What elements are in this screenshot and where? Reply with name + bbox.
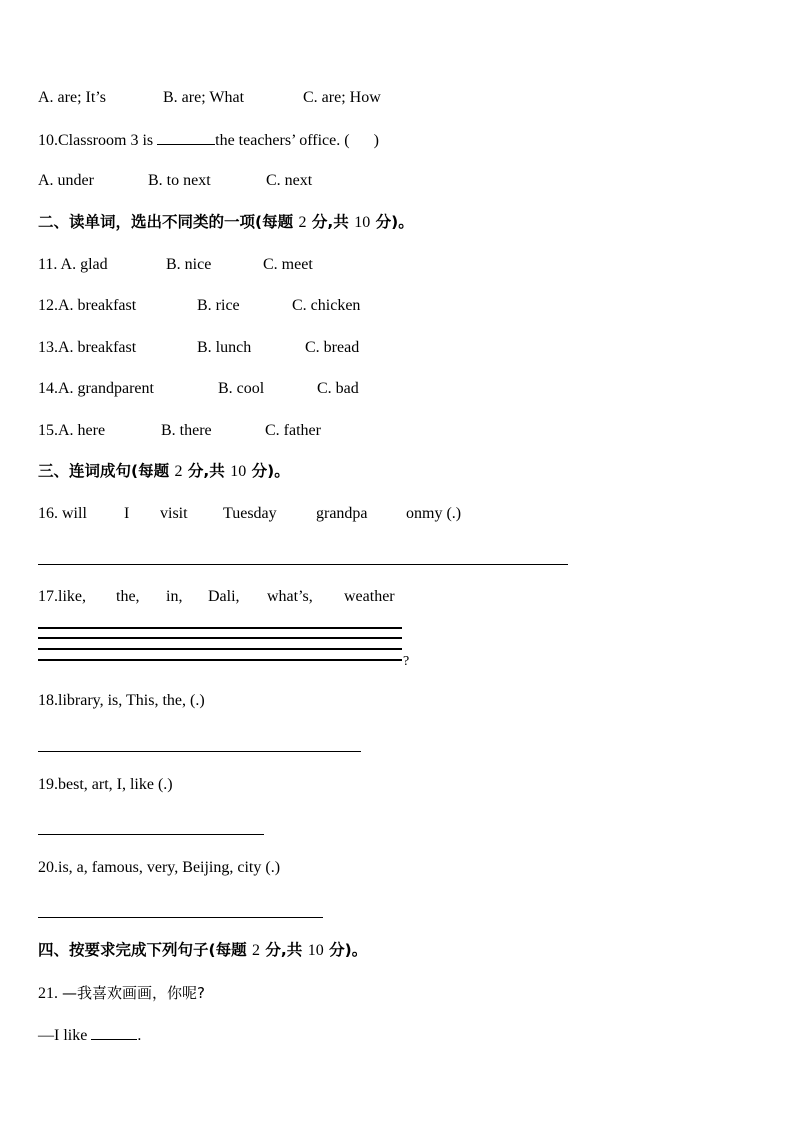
q17-answer-line-2[interactable]: [38, 637, 402, 639]
q19-words: 19.best, art, I, like (.): [38, 776, 173, 793]
q10-question: [38, 130, 379, 151]
q17-answer-line-1[interactable]: [38, 627, 402, 629]
section-4-total: 10: [307, 942, 324, 959]
q13-option-a: 13.A. breakfast: [38, 339, 137, 356]
q16-word-6: onmy (.): [406, 505, 462, 522]
section-3-total: 10: [230, 463, 247, 480]
q20-answer-line[interactable]: [38, 917, 323, 918]
q10-option-c: C. next: [266, 172, 313, 189]
q18-words: 18.library, is, This, the, (.): [38, 692, 205, 709]
q14-option-a: 14.A. grandparent: [38, 380, 154, 397]
q12-option-c: C. chicken: [292, 297, 361, 314]
section-4-points: 2: [252, 942, 260, 959]
section-2-mid2: 共: [333, 213, 349, 231]
q21-blank[interactable]: [91, 1025, 137, 1040]
section-3-points: 2: [174, 463, 183, 480]
q18-answer-line[interactable]: [38, 751, 361, 752]
section-2-total: 10: [354, 214, 371, 231]
q15-option-c: C. father: [265, 422, 321, 439]
q19-answer-line[interactable]: [38, 834, 264, 835]
q9-option-c: C. are; How: [303, 89, 381, 106]
q10-blank[interactable]: [157, 130, 215, 145]
q9-option-b: B. are; What: [163, 89, 245, 106]
q11-option-c: C. meet: [263, 256, 313, 273]
q21-answer-end: .: [137, 1027, 142, 1044]
q17-word-5: what’s,: [267, 588, 313, 605]
section-4-end: 分)。: [329, 941, 368, 959]
q21-answer-prefix: —I like: [38, 1027, 88, 1044]
q13-option-b: B. lunch: [197, 339, 252, 356]
q21-answer: [38, 1025, 141, 1046]
q17-word-4: Dali,: [208, 588, 240, 605]
q12-option-b: B. rice: [197, 297, 240, 314]
q10-prefix: 10.Classroom 3 is: [38, 132, 154, 149]
q17-question-mark: ?: [403, 654, 410, 669]
section-2-heading: [38, 212, 414, 233]
q11-option-a: 11. A. glad: [38, 256, 108, 273]
q15-option-a: 15.A. here: [38, 422, 106, 439]
q17-answer-line-3[interactable]: [38, 648, 402, 650]
q11-option-b: B. nice: [166, 256, 212, 273]
section-2-title: 二、读单词，选出不同类的一项(每题: [38, 213, 294, 231]
q17-word-3: in,: [166, 588, 183, 605]
q10-option-b: B. to next: [148, 172, 211, 189]
q16-word-1: 16. will: [38, 505, 87, 522]
section-4-title: 四、按要求完成下列句子(每题: [38, 941, 247, 959]
section-3-end: 分)。: [251, 462, 290, 480]
q14-option-c: C. bad: [317, 380, 359, 397]
q10-suffix: the teachers’ office. (: [215, 132, 350, 149]
q16-answer-line[interactable]: [38, 564, 568, 565]
q12-option-a: 12.A. breakfast: [38, 297, 137, 314]
section-2-end: 分)。: [375, 213, 414, 231]
q17-word-2: the,: [116, 588, 140, 605]
q13-option-c: C. bread: [305, 339, 360, 356]
section-3-heading: [38, 461, 290, 482]
section-4-mid2: 共: [286, 941, 303, 959]
q16-word-2: I: [124, 505, 130, 522]
section-3-mid: 分,: [187, 462, 210, 480]
q16-word-5: grandpa: [316, 505, 368, 522]
q10-option-a: A. under: [38, 172, 94, 189]
q17-word-6: weather: [344, 588, 395, 605]
q15-option-b: B. there: [161, 422, 212, 439]
q10-close: ): [373, 132, 379, 149]
q16-word-4: Tuesday: [223, 505, 277, 522]
section-3-title: 三、连词成句(每题: [38, 462, 170, 480]
q14-option-b: B. cool: [218, 380, 265, 397]
section-4-heading: [38, 940, 367, 961]
q21-number: 21.: [38, 985, 58, 1002]
q21-question: [38, 983, 205, 1004]
section-2-points: 2: [298, 214, 307, 231]
section-4-mid: 分,: [265, 941, 287, 959]
q20-words: 20.is, a, famous, very, Beijing, city (.): [38, 859, 281, 876]
q21-chinese-prompt: —我喜欢画画，你呢?: [62, 984, 205, 1002]
section-2-mid: 分,: [311, 213, 334, 231]
section-3-mid2: 共: [209, 462, 225, 480]
q9-option-a: A. are; It’s: [38, 89, 106, 106]
q17-answer-line-4[interactable]: [38, 659, 402, 661]
q17-word-1: 17.like,: [38, 588, 86, 605]
q16-word-3: visit: [160, 505, 188, 522]
